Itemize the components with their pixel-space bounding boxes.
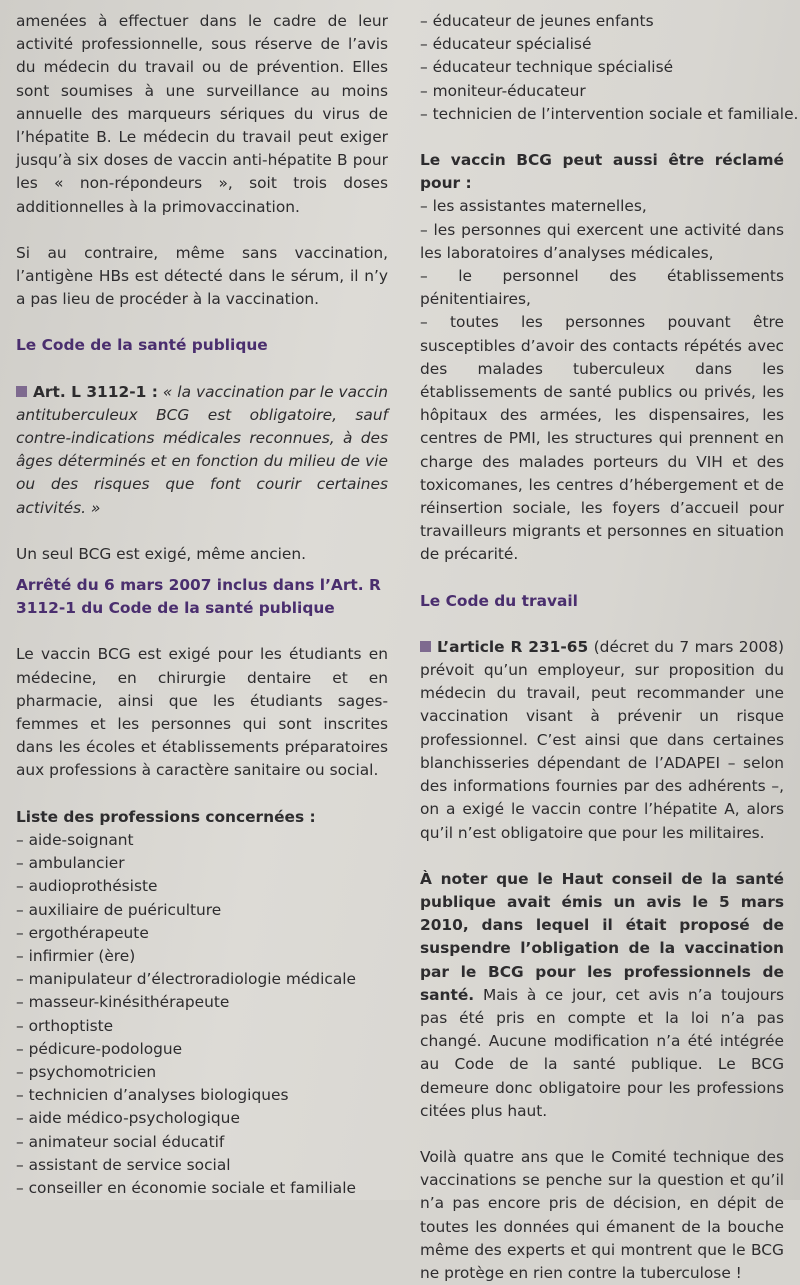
list-item: – éducateur technique spécialisé bbox=[420, 58, 674, 77]
bcg-item: – le personnel des établissements pénitentiaires, bbox=[420, 267, 784, 309]
hcsp-note-bold: À noter que le Haut conseil de la santé publique avait émis un avis le 5 mars 2010, dans lequel il était proposé de suspendre l’obligation de la vaccination par le BCG pour les professionnels de santé. bbox=[420, 869, 784, 1004]
list-item: – technicien d’analyses biologiques bbox=[16, 1086, 289, 1105]
heading-arrete-2007: Arrêté du 6 mars 2007 inclus dans l’Art. R 3112-1 du Code de la santé publique bbox=[16, 576, 381, 618]
list-item: – ergothérapeute bbox=[16, 923, 149, 942]
bullet-square-icon bbox=[420, 641, 431, 652]
bcg-item: – les personnes qui exercent une activité dans les laboratoires d’analyses médicales, bbox=[420, 220, 784, 262]
list-item: – conseiller en économie sociale et familiale bbox=[16, 1178, 356, 1197]
article-text: (décret du 7 mars 2008) prévoit qu’un employeur, sur proposition du médecin du travail, peut recommander une vaccination visant à prévenir un risque professionnel. C’est ainsi que dans certaines blanchisseries dépendant de l’ADAPEI – selon des informations fournies par des adhérents –, on a exigé le vaccin contre l’hépatite A, alors qu’il n’est obligatoire que pour les militaires. bbox=[420, 637, 784, 842]
article-l3112-1 bbox=[16, 381, 388, 520]
hcsp-note-rest: Mais à ce jour, cet avis n’a toujours pas été pris en compte et la loi n’a pas changé. Aucune modification n’a été intégrée au Code de la santé publique. Le BCG demeure donc obligatoire pour les professions citées plus haut. bbox=[420, 985, 784, 1120]
list-item: – manipulateur d’électroradiologie médicale bbox=[16, 970, 356, 989]
list-item: – orthoptiste bbox=[16, 1016, 114, 1035]
bcg-item: – les assistantes maternelles, bbox=[420, 197, 647, 216]
professions-list-title: Liste des professions concernées : bbox=[16, 807, 316, 826]
students-paragraph: Le vaccin BCG est exigé pour les étudiants en médecine, en chirurgie dentaire et en pharmacie, ainsi que les étudiants sages-femmes et les personnes qui sont inscrites dans les écoles et établissements préparatoires aux professions à caractère sanitaire ou social. bbox=[16, 645, 388, 780]
article-r231-65 bbox=[420, 636, 784, 845]
list-item: – éducateur de jeunes enfants bbox=[420, 12, 654, 30]
list-item: – éducateur spécialisé bbox=[420, 35, 592, 54]
list-item: – moniteur-éducateur bbox=[420, 81, 586, 100]
professions-list bbox=[16, 829, 388, 1200]
list-item: – masseur-kinésithérapeute bbox=[16, 993, 230, 1012]
heading-code-du-travail: Le Code du travail bbox=[420, 591, 578, 610]
antigen-paragraph: Si au contraire, même sans vaccination, l’antigène HBs est détecté dans le sérum, il n’y a pas lieu de procéder à la vaccination. bbox=[16, 243, 388, 309]
list-item: – ambulancier bbox=[16, 854, 125, 873]
professions-list-continued bbox=[420, 10, 799, 126]
list-item: – infirmier (ère) bbox=[16, 946, 136, 965]
list-item: – audioprothésiste bbox=[16, 877, 158, 896]
list-item: – technicien de l’intervention sociale et familiale. bbox=[420, 104, 799, 123]
hepatitis-paragraph: amenées à effectuer dans le cadre de leur activité professionnelle, sous réserve de l’avis du médecin du travail ou de prévention. Elles sont soumises à une surveillance au moins annuelle des marqueurs sériques du virus de l’hépatite B. Le médecin du travail peut exiger jusqu’à six doses de vaccin anti-hépatite B pour les « non-répondeurs », soit trois doses additionnelles à la primovaccination. bbox=[16, 12, 388, 216]
bcg-also-title: Le vaccin BCG peut aussi être réclamé pour : bbox=[420, 151, 784, 193]
bullet-square-icon bbox=[16, 386, 27, 397]
hcsp-note-paragraph bbox=[420, 868, 784, 1123]
right-column bbox=[420, 10, 799, 1285]
article-label: L’article R 231-65 bbox=[437, 637, 589, 656]
article-label: Art. L 3112-1 : bbox=[33, 382, 158, 401]
list-item: – pédicure-podologue bbox=[16, 1039, 183, 1058]
list-item: – psychomotricien bbox=[16, 1062, 157, 1081]
article-quote: « la vaccination par le vaccin antituberculeux BCG est obligatoire, sauf contre-indications médicales reconnues, à des âges déterminés et en fonction du milieu de vie ou des risques que font courir certaines activités. » bbox=[16, 382, 388, 517]
list-item: – auxiliaire de puériculture bbox=[16, 900, 222, 919]
heading-code-sante-publique: Le Code de la santé publique bbox=[16, 336, 268, 355]
list-item: – aide médico-psychologique bbox=[16, 1109, 240, 1128]
closing-paragraph: Voilà quatre ans que le Comité technique des vaccinations se penche sur la question et qu’il n’a pas encore pris de décision, en dépit de toutes les données qui émanent de la bouche même des experts et qui montrent que le BCG ne protège en rien contre la tuberculose ! bbox=[420, 1147, 784, 1282]
left-column bbox=[16, 10, 388, 1200]
single-bcg-paragraph: Un seul BCG est exigé, même ancien. bbox=[16, 544, 307, 563]
list-item: – assistant de service social bbox=[16, 1155, 231, 1174]
list-item: – animateur social éducatif bbox=[16, 1132, 225, 1151]
bcg-item: – toutes les personnes pouvant être susceptibles d’avoir des contacts répétés avec des malades tuberculeux dans les établissements de santé publics ou privés, les hôpitaux des armées, les dispensaires, les centres de PMI, les structures qui prennent en charge des malades porteurs du VIH et des toxicomanes, les centres d’hébergement et de réinsertion sociale, les foyers d’accueil pour travailleurs migrants et personnes en situation de précarité. bbox=[420, 313, 784, 564]
list-item: – aide-soignant bbox=[16, 830, 134, 849]
